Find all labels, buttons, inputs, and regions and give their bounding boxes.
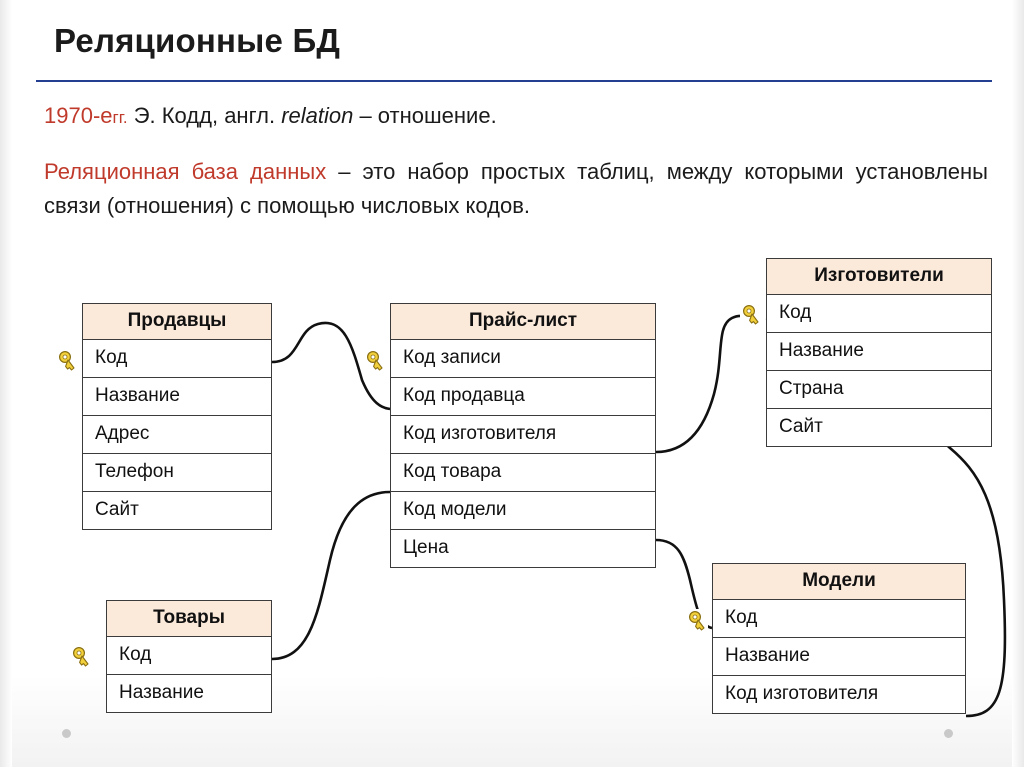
table-row: Название [713, 638, 965, 676]
table-row: Сайт [767, 409, 991, 446]
table-row: Код модели [391, 492, 655, 530]
table-sellers [82, 303, 272, 530]
table-row: Название [83, 378, 271, 416]
table-row: Код записи [391, 340, 655, 378]
key-icon [364, 349, 386, 375]
table-row: Код товара [391, 454, 655, 492]
decorative-dot-left [62, 729, 71, 738]
table-row: Название [767, 333, 991, 371]
paragraph1-italic: relation [281, 103, 354, 128]
paragraph-definition-year [44, 99, 984, 135]
paragraph1-rest-a: Э. Кодд, англ. [127, 103, 282, 128]
key-icon [56, 349, 78, 375]
year-text: 1970-егг. [44, 103, 128, 128]
paragraph-definition [44, 155, 988, 223]
title-divider [36, 80, 992, 82]
table-row: Телефон [83, 454, 271, 492]
table-row: Цена [391, 530, 655, 567]
table-manufacturers [766, 258, 992, 447]
page-title: Реляционные БД [54, 22, 341, 59]
table-row: Код [767, 295, 991, 333]
table-row: Название [107, 675, 271, 712]
table-row: Код [83, 340, 271, 378]
table-models [712, 563, 966, 714]
slide-left-edge [0, 0, 12, 767]
decorative-dot-right [944, 729, 953, 738]
table-goods-header: Товары [107, 601, 271, 637]
term-relational-database: Реляционная база данных [44, 159, 327, 184]
table-sellers-header: Продавцы [83, 304, 271, 340]
key-icon [686, 609, 708, 635]
table-row: Сайт [83, 492, 271, 529]
paragraph1-rest-b: – отношение. [353, 103, 497, 128]
table-row: Адрес [83, 416, 271, 454]
table-manufacturers-header: Изготовители [767, 259, 991, 295]
table-row: Код изготовителя [713, 676, 965, 713]
table-row: Код [713, 600, 965, 638]
key-icon [70, 645, 92, 671]
slide-right-edge [1012, 0, 1024, 767]
table-row: Код [107, 637, 271, 675]
table-pricelist [390, 303, 656, 568]
table-goods [106, 600, 272, 713]
table-row: Страна [767, 371, 991, 409]
table-models-header: Модели [713, 564, 965, 600]
table-row: Код изготовителя [391, 416, 655, 454]
table-pricelist-header: Прайс-лист [391, 304, 655, 340]
paragraph2-rest: – это набор простых таблиц, между которыми установлены связи (отношения) с помощью числовых кодов. [44, 159, 988, 218]
key-icon [740, 303, 762, 329]
table-row: Код продавца [391, 378, 655, 416]
